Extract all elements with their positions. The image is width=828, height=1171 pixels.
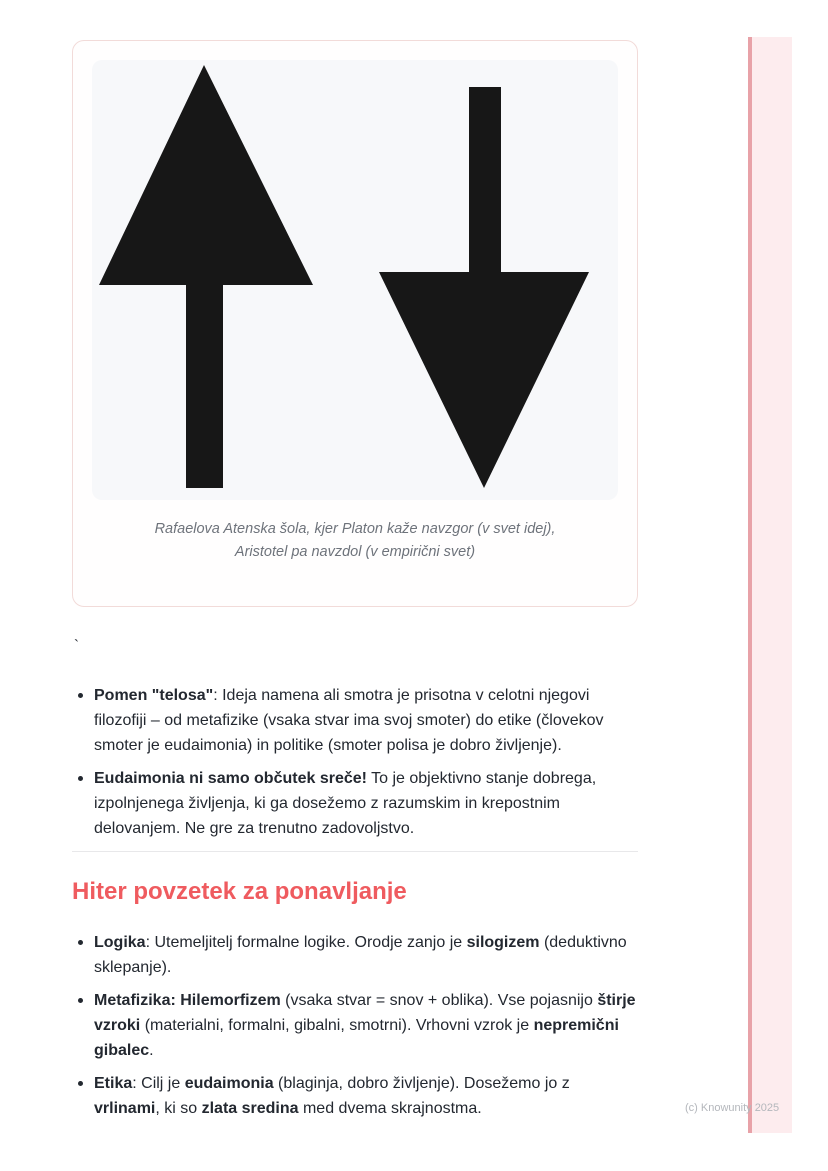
summary-list [72, 930, 638, 1121]
down-arrow-icon [379, 87, 589, 488]
figure-card [72, 40, 638, 607]
section-divider [72, 851, 638, 852]
section-heading: Hiter povzetek za ponavljanje [72, 878, 407, 905]
platon-aristotel-arrows-image [92, 60, 618, 500]
stray-backtick: ` [74, 637, 79, 654]
list-item: Pomen "telosa": Ideja namena ali smotra je prisotna v celotni njegovi filozofiji – od metafizike (vsaka stvar ima svoj smoter) do etike (človekov smoter je eudaimonia) in politike (smoter polisa je dobro življenje). [94, 683, 638, 758]
note-content [72, 40, 638, 1129]
figure-caption: Rafaelova Atenska šola, kjer Platon kaže navzgor (v svet idej), Aristotel pa navzdol (v empirični svet) [154, 521, 556, 560]
arrows-illustration [92, 60, 618, 500]
page-edge-accent-fill [752, 37, 792, 1133]
copyright-watermark: (c) Knowunity 2025 [685, 1102, 780, 1114]
list-item: Metafizika: Hilemorfizem (vsaka stvar = snov + oblika). Vse pojasnijo štirje vzroki (materialni, formalni, gibalni, smotrni). Vrhovni vzrok je nepremični gibalec. [94, 988, 638, 1063]
telos-list [72, 683, 638, 841]
list-item: Logika: Utemeljitelj formalne logike. Orodje zanjo je silogizem (deduktivno sklepanje). [94, 930, 638, 980]
list-item: Eudaimonia ni samo občutek sreče! To je objektivno stanje dobrega, izpolnjenega življenja, ki ga dosežemo z razumskim in krepostnim delovanjem. Ne gre za trenutno zadovoljstvo. [94, 766, 638, 841]
list-item: Etika: Cilj je eudaimonia (blaginja, dobro življenje). Dosežemo jo z vrlinami, ki so zlata sredina med dvema skrajnostma. [94, 1071, 638, 1121]
up-arrow-icon [99, 65, 313, 488]
